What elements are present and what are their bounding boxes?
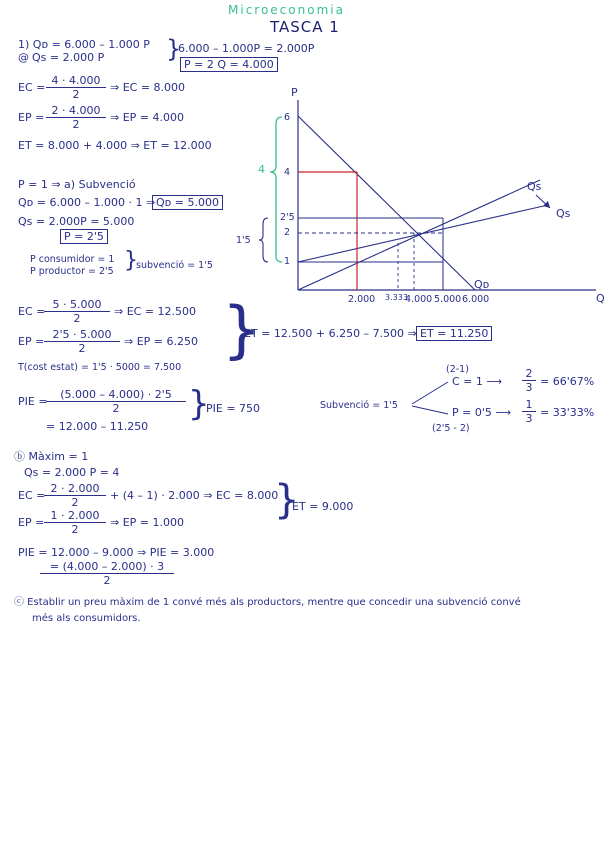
ec2-result: ⇒ EC = 12.500 (114, 305, 197, 318)
x-tick-3333: 3.333 (385, 293, 408, 302)
part-b-et: ET = 9.000 (292, 500, 354, 513)
subsidy-heading: P = 1 ⇒ a) Subvenció (18, 178, 136, 191)
ec3-denominator: 2 (71, 496, 79, 509)
ep3-numerator: 1 · 2.000 (44, 509, 106, 523)
p-axis-label: P (291, 86, 298, 99)
subsidy-demand: Qᴅ = 6.000 – 1.000 · 1 ⇒ (18, 196, 156, 209)
supply-label: Qs (527, 180, 542, 193)
et-line: ET = 8.000 + 4.000 ⇒ ET = 12.000 (18, 139, 212, 152)
brace-pie: } (188, 384, 210, 424)
ep-denominator: 2 (72, 118, 80, 131)
ec3-label: EC = (18, 489, 46, 502)
ec-denominator: 2 (72, 88, 80, 101)
ep3-fraction (44, 509, 106, 536)
subsidy-price-box: P = 2'5 (60, 229, 108, 244)
producer-percent: = 33'33% (540, 406, 595, 419)
pie-denominator: 2 (112, 402, 120, 415)
x-tick-5000: 5.000 (434, 294, 462, 305)
demand-equation: 1) Qᴅ = 6.000 – 1.000 P (18, 38, 150, 51)
pie-numerator: (5.000 – 4.000) · 2'5 (46, 388, 186, 402)
part-b-pie-denominator: 2 (103, 574, 111, 587)
pie-result: PIE = 750 (206, 402, 261, 415)
incidence-subsidy: Subvenció = 1'5 (320, 400, 398, 411)
consumer-incidence: C = 1 ⟶ (452, 375, 503, 388)
ec3-fraction (44, 482, 106, 509)
brace-equations: } (166, 35, 182, 63)
ec2-denominator: 2 (73, 312, 81, 325)
ec-numerator: 4 · 4.000 (46, 74, 106, 88)
ep3-result: ⇒ EP = 1.000 (110, 516, 184, 529)
arrow-up (412, 382, 448, 404)
equilibrium-result: P = 2 Q = 4.000 (180, 57, 278, 72)
x-tick-6000: 6.000 (462, 294, 490, 305)
ep2-result: ⇒ EP = 6.250 (124, 335, 198, 348)
producer-fraction (522, 398, 536, 425)
ep2-label: EP = (18, 335, 45, 348)
ep-numerator: 2 · 4.000 (46, 104, 106, 118)
brace-part-b: } (274, 477, 300, 523)
x-tick-2000: 2.000 (348, 294, 376, 305)
consumer-numerator: 2 (522, 367, 536, 381)
ec2-numerator: 5 · 5.000 (44, 298, 110, 312)
y-tick-1: 1 (284, 256, 291, 267)
ep2-denominator: 2 (78, 342, 86, 355)
part-b-pie-numerator: = (4.000 – 2.000) · 3 (40, 560, 174, 574)
supply-equation: Qs = 2.000 P (32, 51, 105, 64)
ec2-label: EC = (18, 305, 46, 318)
part-c-line1: ⓒ Establir un preu màxim de 1 convé més als productors, mentre que concedir una subvenció convé (14, 597, 521, 608)
brace-subsidy: } (124, 248, 138, 273)
brace-4-label: 4 (258, 163, 265, 176)
producer-denominator: 3 (525, 412, 533, 425)
page-title: TASCA 1 (270, 18, 340, 36)
pie-line2: = 12.000 – 11.250 (46, 420, 149, 433)
ep-result: ⇒ EP = 4.000 (110, 111, 184, 124)
part-b-supply: Qs = 2.000 P = 4 (24, 466, 120, 479)
ep3-label: EP = (18, 516, 45, 529)
consumer-price: P consumidor = 1 (30, 254, 115, 265)
ec3-numerator: 2 · 2.000 (44, 482, 106, 496)
ec-result: ⇒ EC = 8.000 (110, 81, 186, 94)
producer-price: P productor = 2'5 (30, 266, 114, 277)
part-b-pie-fraction (40, 560, 174, 587)
pie-label: PIE = (18, 395, 48, 408)
ec3-result: + (4 – 1) · 2.000 ⇒ EC = 8.000 (110, 489, 279, 502)
subsidy-demand-box: Qᴅ = 5.000 (152, 195, 223, 210)
y-tick-4: 4 (284, 167, 291, 178)
subsidy-supply: Qs = 2.000P = 5.000 (18, 215, 135, 228)
y-tick-6: 6 (284, 112, 291, 123)
consumer-diff: (2-1) (446, 364, 469, 375)
producer-numerator: 1 (522, 398, 536, 412)
state-cost: T(cost estat) = 1'5 · 5000 = 7.500 (18, 362, 182, 373)
supply-shifted-label: Qs (556, 207, 571, 220)
ep2-numerator: 2'5 · 5.000 (44, 328, 120, 342)
y-tick-25: 2'5 (280, 212, 295, 223)
demand-label: Qᴅ (474, 278, 490, 291)
ep-label: EP = (18, 111, 45, 124)
ec-label: EC = (18, 81, 46, 94)
consumer-denominator: 3 (525, 381, 533, 394)
part-b-pie: PIE = 12.000 – 9.000 ⇒ PIE = 3.000 (18, 546, 215, 559)
consumer-percent: = 66'67% (540, 375, 595, 388)
x-tick-4000: 4.000 (405, 294, 433, 305)
q-axis-label: Q (596, 292, 605, 305)
producer-incidence: P = 0'5 ⟶ (452, 406, 512, 419)
ep3-denominator: 2 (71, 523, 79, 536)
equilibrium-equation: 6.000 – 1.000P = 2.000P (178, 42, 315, 55)
brace-15-label: 1'5 (236, 235, 251, 246)
part-b-heading: ⓑ Màxim = 1 (14, 450, 89, 463)
page-header: Microeconomia (228, 3, 345, 17)
part-a-label: @ (18, 51, 29, 64)
y-tick-2: 2 (284, 227, 291, 238)
producer-diff: (2'5 - 2) (432, 423, 470, 434)
subsidy-amount: subvenció = 1'5 (136, 260, 213, 271)
et2-box: ET = 11.250 (416, 326, 492, 341)
consumer-fraction (522, 367, 536, 394)
part-c-line2: més als consumidors. (32, 613, 141, 624)
arrow-down (412, 406, 448, 414)
brace-welfare: } (222, 293, 262, 366)
et2-line: ET = 12.500 + 6.250 – 7.500 ⇒ (244, 327, 417, 340)
